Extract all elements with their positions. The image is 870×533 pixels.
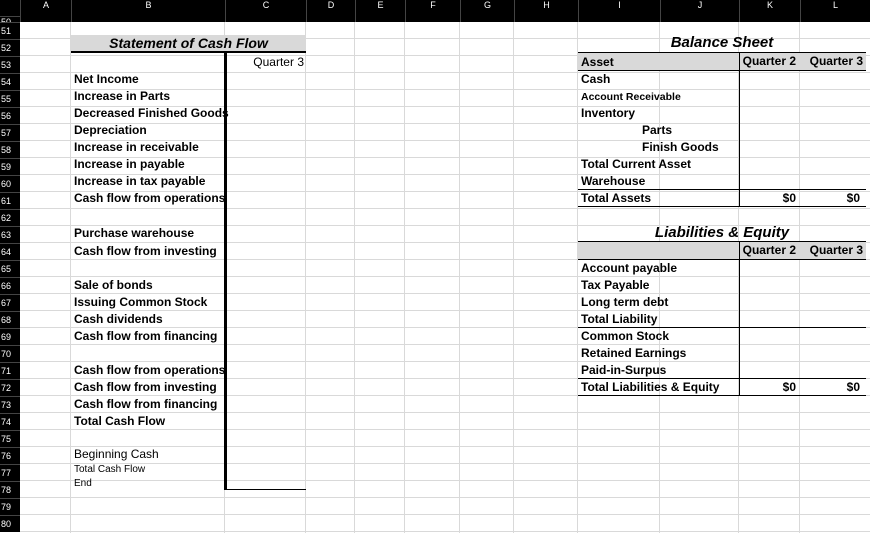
sale-of-bonds-label[interactable]: Sale of bonds bbox=[74, 278, 153, 292]
cash-flow-bottom-border bbox=[224, 489, 306, 490]
common-stock-label[interactable]: Common Stock bbox=[581, 329, 670, 343]
total-le-bottom-border bbox=[578, 395, 866, 396]
cash-flow-investing-label[interactable]: Cash flow from investing bbox=[74, 244, 217, 258]
end-label[interactable]: End bbox=[74, 478, 92, 489]
row-header[interactable]: 59 bbox=[0, 158, 20, 175]
row-header[interactable]: 73 bbox=[0, 396, 20, 413]
liabilities-equity-title[interactable]: Liabilities & Equity bbox=[654, 224, 790, 241]
cash-flow-title[interactable]: Statement of Cash Flow bbox=[109, 35, 268, 51]
increase-parts-label[interactable]: Increase in Parts bbox=[74, 89, 171, 103]
total-le-q3[interactable]: $0 bbox=[846, 380, 860, 394]
increase-tax-payable-label[interactable]: Increase in tax payable bbox=[74, 174, 206, 188]
total-cash-flow-small-label[interactable]: Total Cash Flow bbox=[74, 464, 146, 475]
row-header[interactable]: 51 bbox=[0, 22, 20, 39]
cash-flow-operations-label[interactable]: Cash flow from operations bbox=[74, 191, 226, 205]
column-header[interactable]: E bbox=[355, 0, 405, 22]
row-header[interactable]: 76 bbox=[0, 447, 20, 464]
grid-line-horizontal bbox=[20, 463, 870, 464]
row-header[interactable]: 70 bbox=[0, 345, 20, 362]
total-liability-bottom-border bbox=[578, 327, 866, 328]
column-header[interactable]: A bbox=[20, 0, 71, 22]
total-le-top-border bbox=[578, 378, 866, 379]
cash-dividends-label[interactable]: Cash dividends bbox=[74, 312, 163, 326]
row-header[interactable]: 52 bbox=[0, 39, 20, 56]
row-header[interactable]: 74 bbox=[0, 413, 20, 430]
row-header[interactable]: 68 bbox=[0, 311, 20, 328]
column-header[interactable]: G bbox=[460, 0, 514, 22]
row-header[interactable]: 80 bbox=[0, 515, 20, 532]
row-header[interactable]: 57 bbox=[0, 124, 20, 141]
warehouse-label[interactable]: Warehouse bbox=[581, 174, 646, 188]
inventory-label[interactable]: Inventory bbox=[581, 106, 636, 120]
grid-line-vertical bbox=[799, 22, 800, 533]
net-income-label[interactable]: Net Income bbox=[74, 72, 139, 86]
paid-in-surpus-label[interactable]: Paid-in-Surpus bbox=[581, 363, 667, 377]
row-header[interactable]: 65 bbox=[0, 260, 20, 277]
increase-payable-label[interactable]: Increase in payable bbox=[74, 157, 185, 171]
row-header[interactable]: 58 bbox=[0, 141, 20, 158]
column-header[interactable]: I bbox=[578, 0, 660, 22]
grid-line-vertical bbox=[305, 22, 306, 533]
grid-line-horizontal bbox=[20, 531, 870, 532]
liabilities-q2-header[interactable]: Quarter 2 bbox=[742, 243, 796, 257]
grid-line-vertical bbox=[354, 22, 355, 533]
row-header[interactable]: 77 bbox=[0, 464, 20, 481]
liabilities-q3-header[interactable]: Quarter 3 bbox=[809, 243, 863, 257]
grid-line-horizontal bbox=[20, 72, 870, 73]
grid-line-horizontal bbox=[20, 480, 870, 481]
row-header[interactable]: 69 bbox=[0, 328, 20, 345]
depreciation-label[interactable]: Depreciation bbox=[74, 123, 147, 137]
grid-line-horizontal bbox=[20, 514, 870, 515]
grid-line-vertical bbox=[459, 22, 460, 533]
tax-payable-label[interactable]: Tax Payable bbox=[581, 278, 650, 292]
decreased-finished-goods-label[interactable]: Decreased Finished Goods bbox=[74, 106, 229, 120]
column-header[interactable]: F bbox=[405, 0, 460, 22]
total-current-asset-label[interactable]: Total Current Asset bbox=[581, 157, 692, 171]
account-payable-label[interactable]: Account payable bbox=[581, 261, 678, 275]
cash-label[interactable]: Cash bbox=[581, 72, 611, 86]
row-header[interactable]: 63 bbox=[0, 226, 20, 243]
row-header[interactable]: 79 bbox=[0, 498, 20, 515]
quarter-3-header[interactable]: Quarter 3 bbox=[253, 55, 304, 69]
issuing-common-stock-label[interactable]: Issuing Common Stock bbox=[74, 295, 208, 309]
column-header[interactable]: D bbox=[306, 0, 355, 22]
row-header[interactable]: 62 bbox=[0, 209, 20, 226]
beginning-cash-label[interactable]: Beginning Cash bbox=[74, 447, 159, 461]
total-liabilities-equity-label[interactable]: Total Liabilities & Equity bbox=[581, 380, 720, 394]
row-header[interactable]: 64 bbox=[0, 243, 20, 260]
cash-flow-financing-label[interactable]: Cash flow from financing bbox=[74, 329, 218, 343]
column-header[interactable]: H bbox=[514, 0, 578, 22]
balance-k-border bbox=[739, 53, 740, 207]
row-header[interactable]: 56 bbox=[0, 107, 20, 124]
summary-financing-label[interactable]: Cash flow from financing bbox=[74, 397, 218, 411]
summary-investing-label[interactable]: Cash flow from investing bbox=[74, 380, 217, 394]
total-cash-flow-label[interactable]: Total Cash Flow bbox=[74, 414, 166, 428]
row-header[interactable]: 60 bbox=[0, 175, 20, 192]
increase-receivable-label[interactable]: Increase in receivable bbox=[74, 140, 199, 154]
balance-sheet-title[interactable]: Balance Sheet bbox=[670, 34, 774, 51]
finish-goods-label[interactable]: Finish Goods bbox=[642, 140, 719, 154]
grid-line-horizontal bbox=[20, 497, 870, 498]
grid-line-horizontal bbox=[20, 208, 870, 209]
balance-q3-header[interactable]: Quarter 3 bbox=[809, 54, 863, 68]
retained-earnings-label[interactable]: Retained Earnings bbox=[581, 346, 687, 360]
total-assets-bottom-border bbox=[578, 206, 866, 207]
row-header[interactable]: 53 bbox=[0, 56, 20, 73]
grid-line-vertical bbox=[404, 22, 405, 533]
grid-line-vertical bbox=[577, 22, 578, 533]
row-header[interactable]: 55 bbox=[0, 90, 20, 107]
row-header[interactable]: 61 bbox=[0, 192, 20, 209]
row-header[interactable]: 75 bbox=[0, 430, 20, 447]
long-term-debt-label[interactable]: Long term debt bbox=[581, 295, 669, 309]
summary-operations-label[interactable]: Cash flow from operations bbox=[74, 363, 226, 377]
total-assets-label[interactable]: Total Assets bbox=[581, 191, 652, 205]
account-receivable-label[interactable]: Account Receivable bbox=[581, 91, 681, 103]
row-header[interactable]: 67 bbox=[0, 294, 20, 311]
grid-line-vertical bbox=[70, 22, 71, 533]
grid-line-vertical bbox=[513, 22, 514, 533]
balance-header-border bbox=[578, 70, 866, 71]
balance-q2-header[interactable]: Quarter 2 bbox=[742, 54, 796, 68]
column-header[interactable]: J bbox=[660, 0, 739, 22]
total-assets-top-border bbox=[578, 189, 866, 190]
grid-line-horizontal bbox=[20, 123, 870, 124]
row-header[interactable]: 72 bbox=[0, 379, 20, 396]
column-header[interactable]: B bbox=[71, 0, 225, 22]
column-header[interactable]: C bbox=[225, 0, 306, 22]
liabilities-k-border bbox=[739, 242, 740, 396]
total-assets-q2[interactable]: $0 bbox=[782, 191, 796, 205]
row-header[interactable]: 78 bbox=[0, 481, 20, 498]
column-header[interactable]: K bbox=[739, 0, 800, 22]
total-assets-q3[interactable]: $0 bbox=[846, 191, 860, 205]
row-header[interactable]: 71 bbox=[0, 362, 20, 379]
column-header[interactable]: L bbox=[800, 0, 870, 22]
purchase-warehouse-label[interactable]: Purchase warehouse bbox=[74, 226, 195, 240]
total-liability-label[interactable]: Total Liability bbox=[581, 312, 658, 326]
parts-label[interactable]: Parts bbox=[642, 123, 673, 137]
row-header[interactable]: 66 bbox=[0, 277, 20, 294]
asset-header[interactable]: Asset bbox=[581, 55, 614, 69]
row-header[interactable]: 54 bbox=[0, 73, 20, 90]
total-le-q2[interactable]: $0 bbox=[782, 380, 796, 394]
